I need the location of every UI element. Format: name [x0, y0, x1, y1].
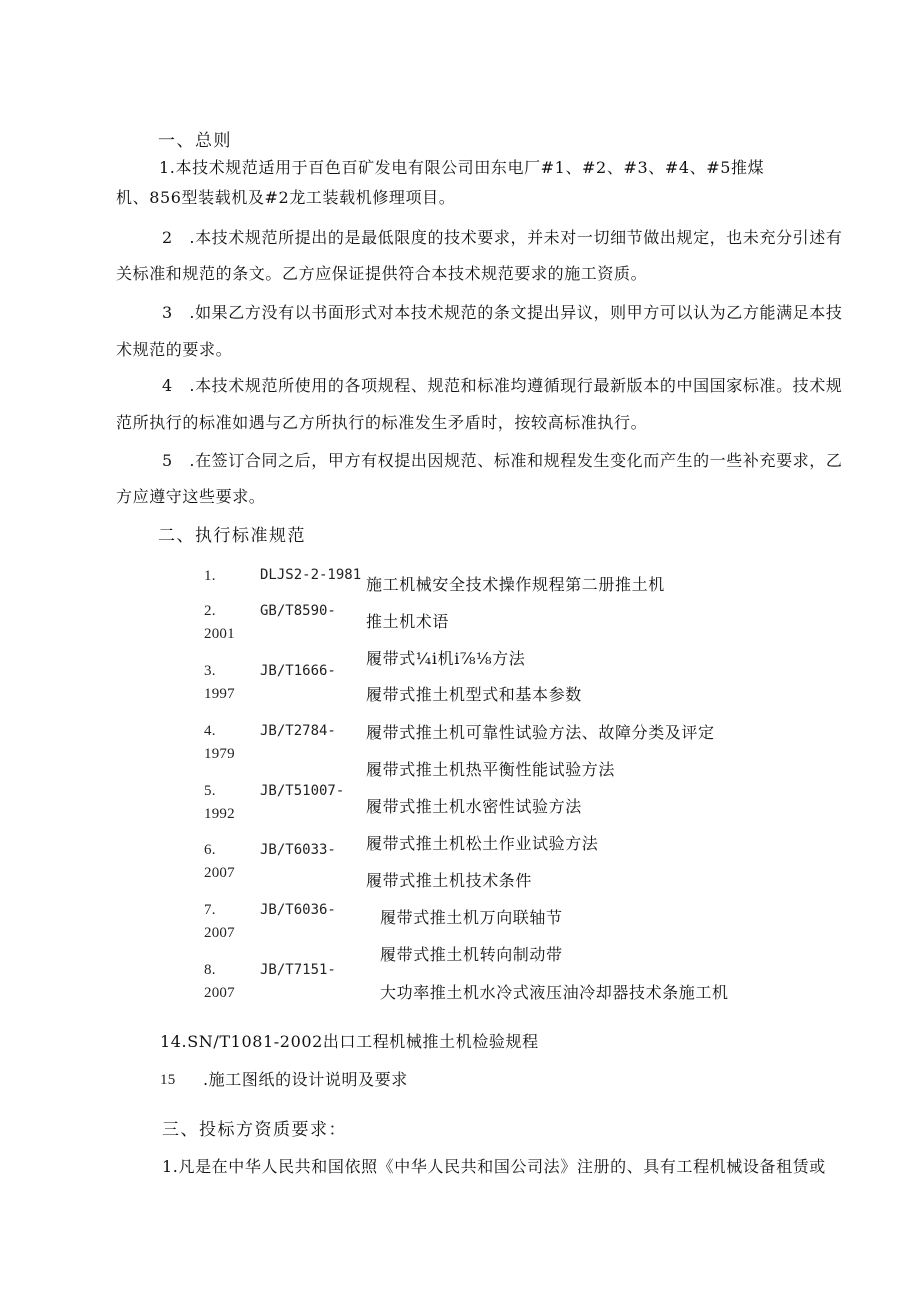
- standard-year: 2007: [204, 985, 235, 1001]
- standard-code: DLJS2-2-1981: [260, 567, 362, 583]
- standard-number: 8.: [204, 962, 216, 978]
- paragraph-5-line-1: 5 .在签订合同之后，甲方有权提出因规范、标准和规程发生变化而产生的一些补充要求，乙: [162, 451, 843, 470]
- section-2-heading: 二、执行标准规范: [158, 526, 306, 546]
- standard-title: 履带式推土机转向制动带: [380, 945, 563, 964]
- standard-item-14: 14.SN/T1081-2002出口工程机械推土机检验规程: [160, 1032, 539, 1051]
- standard-code: JB/T51007-: [260, 783, 345, 799]
- standard-code: JB/T6036-: [260, 902, 336, 918]
- standard-title: 履带式推土机型式和基本参数: [366, 685, 582, 704]
- section-3-heading: 三、投标方资质要求：: [162, 1120, 347, 1140]
- standard-item-15-text: .施工图纸的设计说明及要求: [203, 1070, 408, 1089]
- paragraph-5-line-2: 方应遵守这些要求。: [116, 487, 266, 506]
- standard-title: 施工机械安全技术操作规程第二册推土机: [366, 575, 665, 594]
- standard-title: 履带式推土机万向联轴节: [380, 908, 563, 927]
- section-1-heading: 一、总则: [158, 131, 232, 151]
- standard-title: 履带式推土机松土作业试验方法: [366, 834, 599, 853]
- paragraph-2-line-2: 关标准和规范的条文。乙方应保证提供符合本技术规范要求的施工资质。: [116, 264, 648, 283]
- standard-year: 2007: [204, 865, 235, 881]
- standard-number: 2.: [204, 603, 216, 619]
- standard-year: 1997: [204, 686, 235, 702]
- standard-number: 5.: [204, 783, 216, 799]
- standard-title: 履带式推土机热平衡性能试验方法: [366, 760, 616, 779]
- standard-code: JB/T2784-: [260, 723, 336, 739]
- standard-title: 履带式推土机可靠性试验方法、故障分类及评定: [366, 723, 715, 742]
- paragraph-3-line-2: 术规范的要求。: [116, 340, 233, 359]
- paragraph-1-line-2: 机、856型装载机及#2龙工装载机修理项目。: [116, 188, 456, 207]
- standard-number: 7.: [204, 902, 216, 918]
- standard-code: JB/T7151-: [260, 962, 336, 978]
- paragraph-4-line-2: 范所执行的标准如遇与乙方所执行的标准发生矛盾时，按较高标准执行。: [116, 413, 648, 432]
- standard-year: 1979: [204, 746, 235, 762]
- standard-title: 推土机术语: [366, 612, 450, 631]
- standard-code: JB/T6033-: [260, 842, 336, 858]
- standard-number: 6.: [204, 842, 216, 858]
- standard-number: 3.: [204, 663, 216, 679]
- section-3-paragraph-1-line-1: 1.凡是在中华人民共和国依照《中华人民共和国公司法》注册的、具有工程机械设备租赁或: [162, 1157, 826, 1176]
- standard-item-15-number: 15: [160, 1072, 176, 1088]
- paragraph-4-line-1: 4 .本技术规范所使用的各项规程、规范和标准均遵循现行最新版本的中国国家标准。技术规: [162, 376, 843, 395]
- standard-title: 履带式推土机技术条件: [366, 871, 533, 890]
- paragraph-3-line-1: 3 .如果乙方没有以书面形式对本技术规范的条文提出异议，则甲方可以认为乙方能满足本技: [162, 303, 843, 322]
- standard-year: 2007: [204, 925, 235, 941]
- standard-year: 1992: [204, 806, 235, 822]
- standard-year: 2001: [204, 626, 235, 642]
- standard-title: 履带式¼i机i⅞⅛方法: [366, 649, 526, 668]
- paragraph-1-line-1: 1.本技术规范适用于百色百矿发电有限公司田东电厂#1、#2、#3、#4、#5推煤: [159, 158, 765, 177]
- standard-title: 大功率推土机水冷式液压油冷却器技术条施工机: [380, 983, 729, 1002]
- paragraph-2-line-1: 2 .本技术规范所提出的是最低限度的技术要求，并未对一切细节做出规定，也未充分引述有: [162, 228, 843, 247]
- standard-code: JB/T1666-: [260, 663, 336, 679]
- standard-number: 1.: [204, 568, 216, 584]
- standard-code: GB/T8590-: [260, 603, 336, 619]
- standard-title: 履带式推土机水密性试验方法: [366, 797, 582, 816]
- standard-number: 4.: [204, 723, 216, 739]
